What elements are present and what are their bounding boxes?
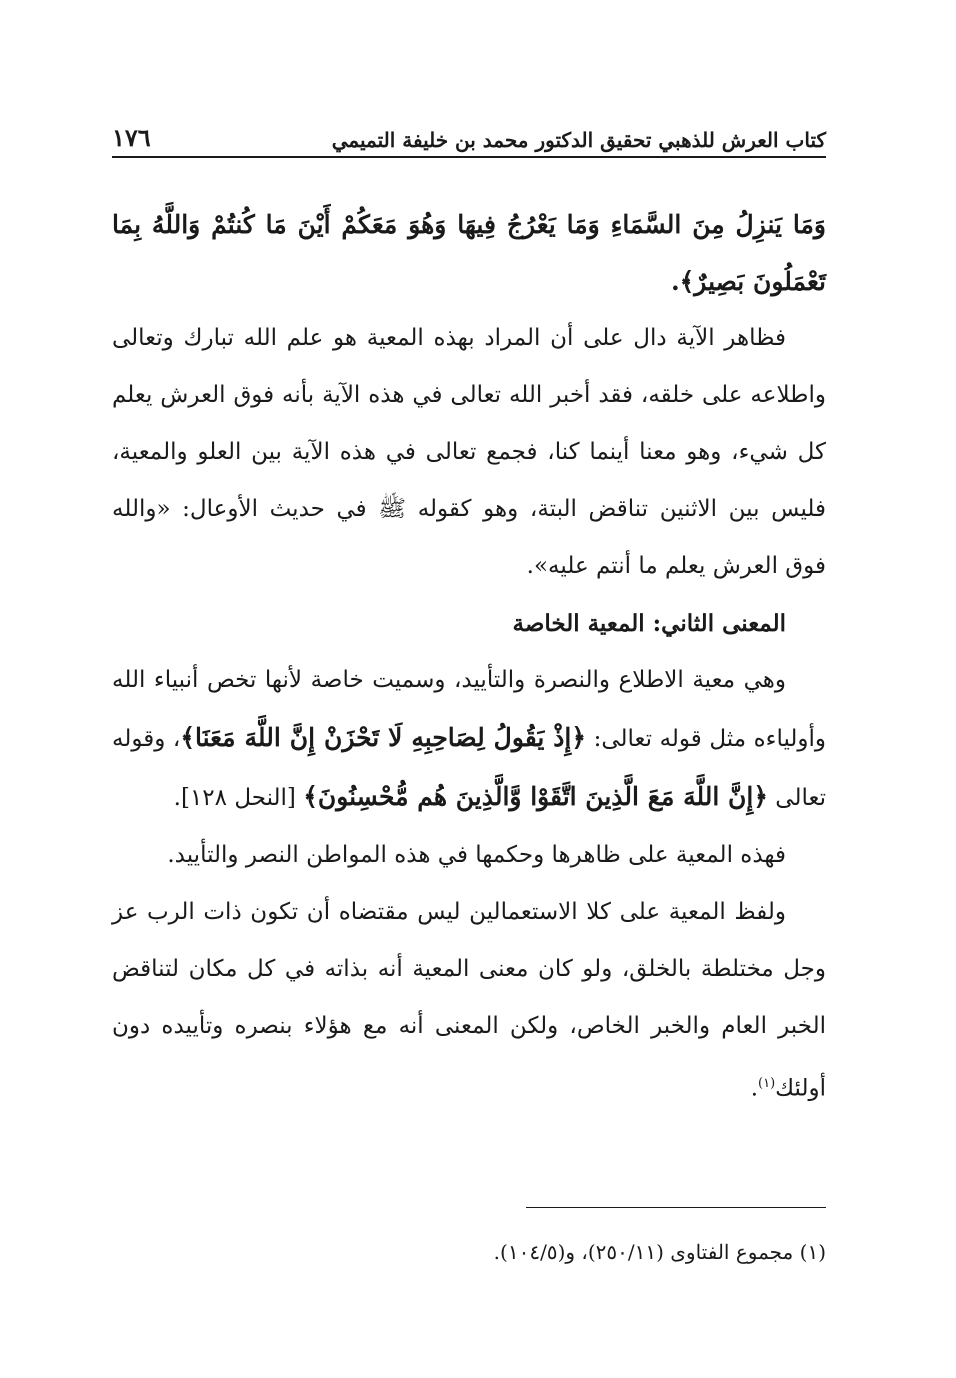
header-rule [112,156,826,158]
paragraph-2-citation: [النحل ١٢٨]. [173,785,304,811]
page-body [112,196,826,1118]
paragraph-2-text-b: ، وقوله تعالى [112,726,826,811]
quran-verse-1: وَمَا يَنزِلُ مِنَ السَّمَاءِ وَمَا يَعْرُجُ فِيهَا وَهُوَ مَعَكُمْ أَيْنَ مَا كُنتُمْ وَاللَّهُ بِمَا تَعْمَلُونَ بَصِيرٌ﴾. [112,210,826,296]
footnote-rule [526,1207,826,1208]
paragraph-4 [112,884,826,1118]
header-title: كتاب العرش للذهبي تحقيق الدكتور محمد بن خليفة التميمي [331,128,826,152]
paragraph-4-end: . [750,1075,759,1102]
paragraph-1: فظاهر الآية دال على أن المراد بهذه المعية هو علم الله تبارك وتعالى واطلاعه على خلقه، فقد أخبر الله تعالى في هذه الآية بأنه فوق العرش يعلم كل شيء، وهو معنا أينما كنا، فجمع تعالى في هذه الآية بين العلو والمعية، فليس بين الاثنين تناقض البتة، وهو كقوله ﷺ في حديث الأوعال: «والله فوق العرش يعلم ما أنتم عليه». [112,325,826,579]
running-header [112,118,826,152]
paragraph-2 [112,652,826,827]
paragraph-3: فهذه المعية على ظاهرها وحكمها في هذه المواطن النصر والتأييد. [167,842,786,868]
quran-verse-2: ﴿إِذْ يَقُولُ لِصَاحِبِهِ لَا تَحْزَنْ إِنَّ اللَّهَ مَعَنَا﴾ [180,723,587,752]
footnote-reference: (١) [758,1076,776,1091]
section-heading: المعنى الثاني: المعية الخاصة [512,610,786,637]
page-number: ١٧٦ [112,123,151,152]
quran-verse-3: ﴿إِنَّ اللَّهَ مَعَ الَّذِينَ اتَّقَوْا وَّالَّذِينَ هُم مُّحْسِنُونَ﴾ [303,782,768,811]
paragraph-2-text-a: وهي معية الاطلاع والنصرة والتأييد، وسميت خاصة لأنها تخص أنبياء الله وأولياءه مثل قوله تعالى: [112,667,827,752]
footnote: (١) مجموع الفتاوى (٢٥٠/١١)، و(١٠٤/٥). [493,1240,826,1264]
paragraph-4-text: ولفظ المعية على كلا الاستعمالين ليس مقتضاه أن تكون ذات الرب عز وجل مختلطة بالخلق، ولو كان معنى المعية أنه بذاته في كل مكان لتناقض الخبر العام والخبر الخاص، ولكن المعنى أنه مع هؤلاء بنصره وتأييده دون أولئك [112,899,826,1102]
